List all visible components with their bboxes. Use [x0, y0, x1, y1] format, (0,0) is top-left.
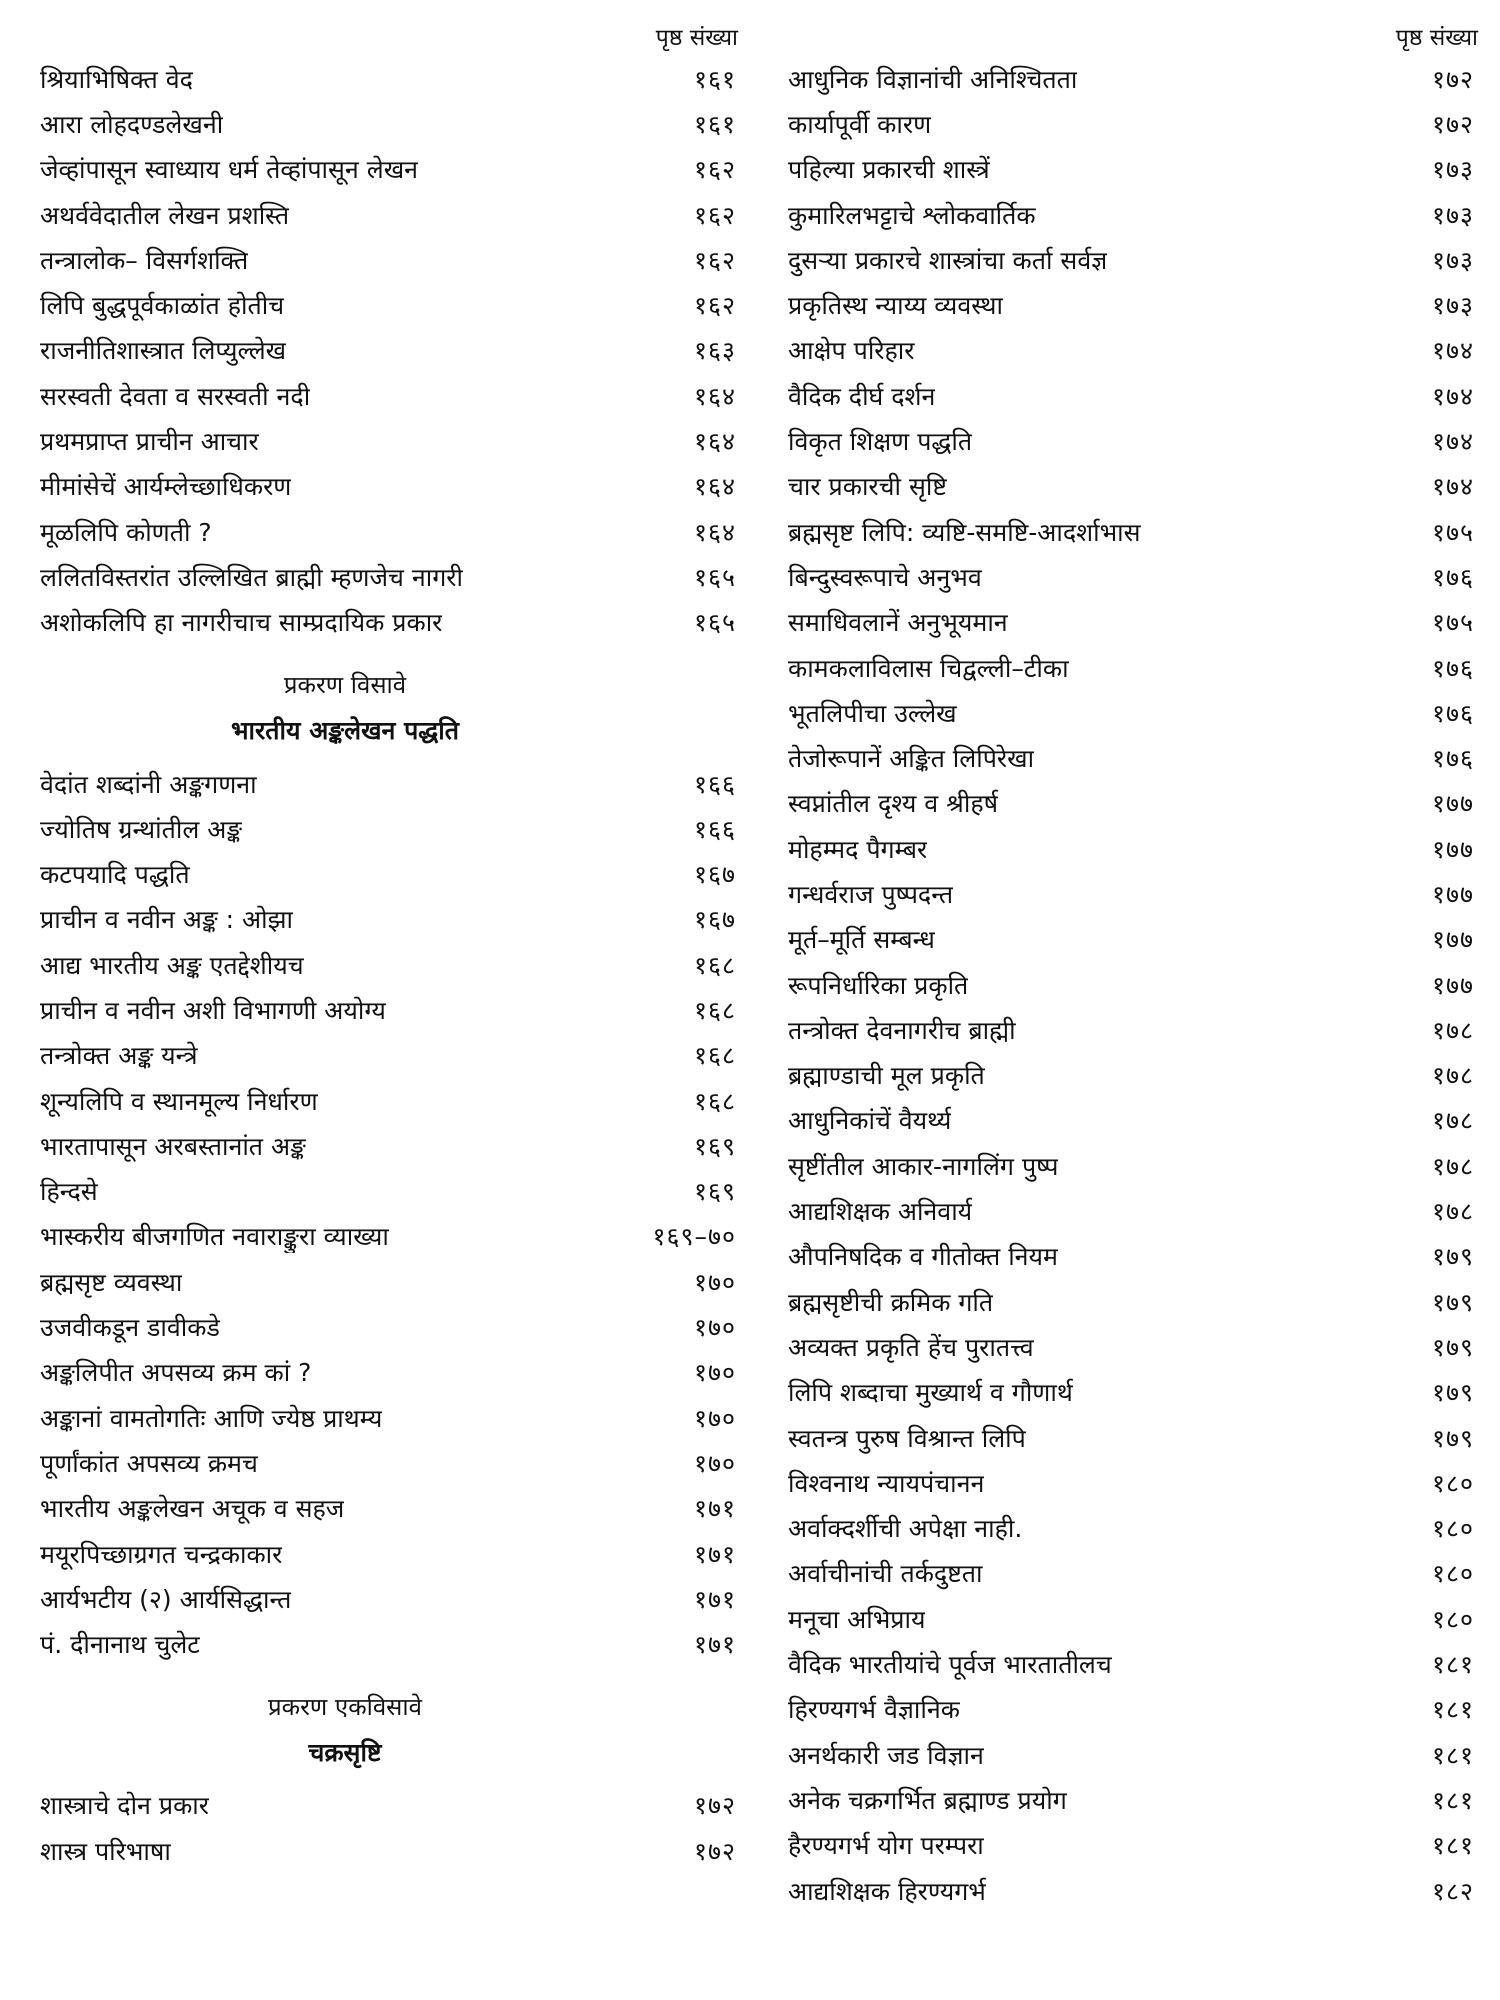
toc-entry-page: १८१	[1431, 1650, 1474, 1680]
toc-entry-page: १७५	[1431, 517, 1474, 547]
toc-entry	[788, 1234, 1478, 1279]
toc-entry-page: १७७	[1431, 789, 1474, 819]
toc-entry-page: १७६	[1431, 653, 1474, 683]
chapter-20-title: भारतीय अङ्कलेखन पद्धति	[230, 715, 459, 745]
toc-entry	[788, 826, 1478, 871]
toc-entry-page: १६८	[693, 950, 736, 980]
toc-entry-title: कटपयादि पद्धति	[40, 860, 190, 890]
toc-entry-title: शास्त्राचे दोन प्रकार	[40, 1791, 209, 1821]
toc-entry-title: ललितविस्तरांत उल्लिखित ब्राह्मी म्हणजेच नागरी	[40, 562, 463, 592]
toc-entry	[788, 1188, 1478, 1233]
toc-entry	[40, 1350, 740, 1395]
toc-entry	[788, 1823, 1478, 1868]
toc-entry	[788, 1868, 1478, 1913]
entry-list-right	[788, 56, 1478, 1913]
toc-entry	[788, 192, 1478, 237]
toc-entry	[40, 101, 740, 146]
toc-entry	[40, 1486, 740, 1531]
toc-entry-title: अव्यक्त प्रकृति हेंच पुरातत्त्व	[788, 1332, 1034, 1362]
toc-entry	[788, 1143, 1478, 1188]
toc-entry-page: १८१	[1431, 1785, 1474, 1815]
toc-entry-title: समाधिवलानें अनुभूयमान	[788, 608, 1008, 638]
toc-entry	[40, 987, 740, 1032]
toc-entry-title: अर्वाक्दर्शीची अपेक्षा नाही.	[788, 1514, 1023, 1544]
toc-entry-page: १७७	[1431, 925, 1474, 955]
toc-entry-page: १७२	[693, 1791, 736, 1821]
toc-entry-page: १६४	[693, 517, 736, 547]
toc-entry-title: अर्वाचीनांची तर्कदुष्टता	[788, 1559, 983, 1589]
toc-entry-page: १७४	[1431, 472, 1474, 502]
toc-entry	[40, 897, 740, 942]
toc-entry-page: १८१	[1431, 1695, 1474, 1725]
toc-entry	[40, 851, 740, 896]
toc-entry-title: तन्त्रोक्त अङ्क यन्त्रे	[40, 1041, 198, 1071]
toc-entry-page: १८०	[1431, 1604, 1474, 1634]
toc-entry-page: १६७	[693, 905, 736, 935]
toc-entry	[40, 192, 740, 237]
toc-entry-title: आक्षेप परिहार	[788, 336, 915, 366]
toc-entry-title: भास्करीय बीजगणित नवाराङ्कुरा व्याख्या	[40, 1222, 389, 1252]
toc-entry	[788, 1460, 1478, 1505]
toc-entry-title: आरा लोहदण्डलेखनी	[40, 109, 224, 139]
toc-entry-title: वेदांत शब्दांनी अङ्कगणना	[40, 769, 257, 799]
toc-entry-title: पं. दीनानाथ चुलेट	[40, 1630, 200, 1660]
toc-entry-page: १७४	[1431, 381, 1474, 411]
toc-entry-page: १८२	[1431, 1876, 1474, 1906]
toc-entry-page: १८०	[1431, 1468, 1474, 1498]
toc-entry-page: १७९	[1431, 1287, 1474, 1317]
toc-entry-page: १६२	[693, 291, 736, 321]
toc-entry	[40, 509, 740, 554]
toc-entry	[788, 282, 1478, 327]
toc-entry-page: १६५	[693, 608, 736, 638]
toc-entry-page: १७१	[693, 1539, 736, 1569]
toc-entry	[40, 806, 740, 851]
left-column	[40, 0, 740, 1873]
toc-entry	[788, 373, 1478, 418]
toc-entry-title: भारतापासून अरबस्तानांत अङ्क	[40, 1131, 306, 1161]
toc-entry-page: १७७	[1431, 879, 1474, 909]
toc-entry-title: अङ्कलिपीत अपसव्य क्रम कां ?	[40, 1358, 312, 1388]
toc-entry-title: प्राचीन व नवीन अशी विभागणी अयोग्य	[40, 995, 386, 1025]
toc-entry	[788, 1732, 1478, 1777]
toc-entry-page: १७६	[1431, 744, 1474, 774]
page-number-header-label: पृष्ठ संख्या	[655, 25, 738, 51]
toc-entry	[788, 1007, 1478, 1052]
toc-entry-title: आर्यभटीय (२) आर्यसिद्धान्त	[40, 1584, 292, 1614]
toc-entry-page: १७२	[1431, 64, 1474, 94]
toc-entry-title: प्रथमप्राप्त प्राचीन आचार	[40, 427, 259, 457]
toc-entry-page: १६८	[693, 995, 736, 1025]
toc-entry-title: गन्धर्वराज पुष्पदन्त	[788, 879, 954, 909]
right-column	[788, 0, 1478, 1913]
toc-entry-title: कुमारिलभट्टाचे श्लोकवार्तिक	[788, 200, 1036, 230]
toc-entry-page: १६६	[693, 814, 736, 844]
toc-entry-title: मोहम्मद पैगम्बर	[788, 834, 928, 864]
toc-entry-title: वैदिक भारतीयांचे पूर्वज भारतातीलच	[788, 1650, 1112, 1680]
toc-entry	[40, 942, 740, 987]
toc-entry-title: ब्रह्माण्डाची मूल प्रकृति	[788, 1061, 985, 1091]
toc-entry-page: १७३	[1431, 291, 1474, 321]
toc-entry	[40, 761, 740, 806]
toc-entry-title: आद्य भारतीय अङ्क एतद्देशीयच	[40, 950, 304, 980]
toc-entry-title: भूतलिपीचा उल्लेख	[788, 698, 957, 728]
toc-entry-title: सृष्टींतील आकार-नागलिंग पुष्प	[788, 1151, 1059, 1181]
toc-entry	[788, 101, 1478, 146]
toc-entry	[40, 282, 740, 327]
toc-entry-title: विश्वनाथ न्यायपंचानन	[788, 1468, 985, 1498]
toc-entry	[40, 1304, 740, 1349]
toc-entry-page: १७३	[1431, 200, 1474, 230]
toc-entry-page: १७१	[693, 1630, 736, 1660]
toc-entry	[40, 1440, 740, 1485]
toc-entry-title: ब्रह्मसृष्ट लिपि: व्यष्टि-समष्टि-आदर्शाभास	[788, 517, 1141, 547]
toc-entry-title: तन्त्रोक्त देवनागरीच ब्राह्मी	[788, 1015, 1016, 1045]
toc-entry-title: तेजोरूपानें अङ्कित लिपिरेखा	[788, 744, 1035, 774]
toc-entry-title: मयूरपिच्छाग्रगत चन्द्रकाकार	[40, 1539, 283, 1569]
toc-entry	[40, 1078, 740, 1123]
toc-entry-page: १७९	[1431, 1332, 1474, 1362]
toc-entry-page: १६१	[693, 64, 736, 94]
toc-entry-page: १७४	[1431, 336, 1474, 366]
toc-entry	[788, 600, 1478, 645]
entry-list-c	[40, 1783, 740, 1874]
toc-entry-title: आद्यशिक्षक अनिवार्य	[788, 1197, 973, 1227]
toc-entry	[40, 418, 740, 463]
toc-entry-title: प्रकृतिस्थ न्याय्य व्यवस्था	[788, 291, 1003, 321]
chapter-20-label: प्रकरण विसावे	[283, 670, 407, 699]
toc-entry-title: आद्यशिक्षक हिरण्यगर्भ	[788, 1876, 986, 1906]
toc-entry	[788, 328, 1478, 373]
toc-entry	[40, 1214, 740, 1259]
toc-entry	[788, 1053, 1478, 1098]
toc-entry-page: १६८	[693, 1086, 736, 1116]
toc-entry-page: १६४	[693, 427, 736, 457]
toc-entry-title: दुसऱ्या प्रकारचे शास्त्रांचा कर्ता सर्वज्ञ	[788, 245, 1108, 275]
toc-entry	[40, 373, 740, 418]
toc-entry-page: १७९	[1431, 1378, 1474, 1408]
toc-entry-page: १७२	[693, 1836, 736, 1866]
toc-entry-title: आधुनिकांचें वैयर्थ्य	[788, 1106, 952, 1136]
toc-entry-title: कार्यापूर्वी कारण	[788, 109, 932, 139]
toc-entry	[40, 600, 740, 645]
toc-entry-page: १६२	[693, 245, 736, 275]
entry-list-a	[40, 56, 740, 645]
toc-entry-title: मूर्त–मूर्ति सम्बन्ध	[788, 925, 935, 955]
toc-entry	[788, 1687, 1478, 1732]
toc-entry-page: १६९	[693, 1177, 736, 1207]
toc-entry	[788, 1596, 1478, 1641]
toc-entry	[788, 1415, 1478, 1460]
toc-entry-page: १७६	[1431, 562, 1474, 592]
toc-entry-page: १७४	[1431, 427, 1474, 457]
toc-entry-title: भारतीय अङ्कलेखन अचूक व सहज	[40, 1494, 345, 1524]
toc-entry	[788, 1279, 1478, 1324]
toc-entry-page: १७६	[1431, 698, 1474, 728]
toc-entry	[40, 1395, 740, 1440]
toc-entry	[788, 56, 1478, 101]
toc-entry-title: तन्त्रालोक– विसर्गशक्ति	[40, 245, 249, 275]
toc-entry	[40, 464, 740, 509]
toc-entry	[40, 1033, 740, 1078]
page-number-header	[40, 0, 740, 56]
toc-entry-page: १८०	[1431, 1514, 1474, 1544]
toc-entry	[788, 1551, 1478, 1596]
toc-entry-page: १६४	[693, 472, 736, 502]
toc-entry	[788, 1370, 1478, 1415]
toc-entry-page: १७२	[1431, 109, 1474, 139]
toc-entry	[40, 56, 740, 101]
toc-entry	[40, 1828, 740, 1873]
toc-entry	[788, 735, 1478, 780]
toc-entry	[788, 1641, 1478, 1686]
toc-entry-title: अथर्ववेदातील लेखन प्रशस्ति	[40, 200, 290, 230]
toc-entry-page: १७०	[693, 1267, 736, 1297]
toc-entry-title: हिन्दसे	[40, 1177, 98, 1207]
toc-entry-page: १७०	[693, 1313, 736, 1343]
toc-entry-title: चार प्रकारची सृष्टि	[788, 472, 947, 502]
page-number-header-label: पृष्ठ संख्या	[1395, 25, 1478, 51]
toc-entry-title: ब्रह्मसृष्ट व्यवस्था	[40, 1267, 183, 1297]
toc-entry	[788, 1098, 1478, 1143]
toc-entry-page: १७९	[1431, 1242, 1474, 1272]
toc-entry-title: सरस्वती देवता व सरस्वती नदी	[40, 381, 311, 411]
toc-entry-title: श्रियाभिषिक्त वेद	[40, 64, 193, 94]
toc-entry-page: १७०	[693, 1448, 736, 1478]
toc-entry-page: १६३	[693, 336, 736, 366]
toc-entry	[40, 1123, 740, 1168]
toc-entry-page: १७७	[1431, 970, 1474, 1000]
toc-entry-title: शून्यलिपि व स्थानमूल्य निर्धारण	[40, 1086, 318, 1116]
toc-entry	[40, 1576, 740, 1621]
toc-entry-page: १७९	[1431, 1423, 1474, 1453]
toc-entry-title: अनेक चक्रगर्भित ब्रह्माण्ड प्रयोग	[788, 1785, 1067, 1815]
toc-entry-page: १८१	[1431, 1831, 1474, 1861]
toc-entry-title: स्वप्नांतील दृश्य व श्रीहर्ष	[788, 789, 999, 819]
toc-entry-title: हैरण्यगर्भ योग परम्परा	[788, 1831, 984, 1861]
toc-entry	[788, 645, 1478, 690]
toc-entry-title: उजवीकडून डावीकडे	[40, 1313, 220, 1343]
toc-entry-page: १७१	[693, 1494, 736, 1524]
toc-entry-page: १६९–७०	[652, 1222, 736, 1252]
toc-entry	[788, 871, 1478, 916]
toc-entry-title: लिपि शब्दाचा मुख्यार्थ व गौणार्थ	[788, 1378, 1073, 1408]
toc-entry-page: १७३	[1431, 245, 1474, 275]
toc-entry-page: १७५	[1431, 608, 1474, 638]
chapter-21-label: प्रकरण एकविसावे	[268, 1692, 422, 1721]
toc-entry-title: स्वतन्त्र पुरुष विश्रान्त लिपि	[788, 1423, 1026, 1453]
toc-entry	[788, 464, 1478, 509]
toc-entry-title: आधुनिक विज्ञानांची अनिश्चितता	[788, 64, 1078, 94]
toc-entry	[788, 237, 1478, 282]
toc-entry-page: १६१	[693, 109, 736, 139]
toc-entry-page: १७०	[693, 1358, 736, 1388]
toc-entry-title: बिन्दुस्वरूपाचे अनुभव	[788, 562, 982, 592]
toc-entry	[40, 554, 740, 599]
toc-entry	[788, 1324, 1478, 1369]
toc-entry-page: १६७	[693, 860, 736, 890]
toc-entry-page: १६४	[693, 381, 736, 411]
toc-entry-title: कामकलाविलास चिद्वल्ली–टीका	[788, 653, 1069, 683]
toc-entry	[40, 147, 740, 192]
entry-list-b	[40, 761, 740, 1667]
toc-entry-title: पहिल्या प्रकारची शास्त्रें	[788, 155, 990, 185]
toc-entry-title: प्राचीन व नवीन अङ्क : ओझा	[40, 905, 293, 935]
toc-entry	[40, 237, 740, 282]
toc-entry-title: शास्त्र परिभाषा	[40, 1836, 171, 1866]
toc-entry-page: १७८	[1431, 1061, 1474, 1091]
toc-entry-title: औपनिषदिक व गीतोक्त नियम	[788, 1242, 1058, 1272]
toc-entry	[40, 1531, 740, 1576]
toc-entry-page: १७८	[1431, 1015, 1474, 1045]
toc-entry-title: पूर्णांकांत अपसव्य क्रमच	[40, 1448, 258, 1478]
toc-entry-title: मीमांसेचें आर्यम्लेच्छाधिकरण	[40, 472, 292, 502]
toc-entry-page: १६२	[693, 155, 736, 185]
toc-entry	[788, 418, 1478, 463]
toc-entry	[788, 781, 1478, 826]
toc-entry	[788, 962, 1478, 1007]
toc-entry	[788, 147, 1478, 192]
toc-entry	[788, 917, 1478, 962]
toc-entry-page: १७०	[693, 1403, 736, 1433]
toc-entry	[788, 554, 1478, 599]
toc-entry-page: १७८	[1431, 1106, 1474, 1136]
toc-entry	[788, 690, 1478, 735]
toc-entry-page: १७८	[1431, 1197, 1474, 1227]
toc-entry	[788, 1506, 1478, 1551]
toc-entry-page: १८१	[1431, 1740, 1474, 1770]
toc-entry-title: रूपनिर्धारिका प्रकृति	[788, 970, 969, 1000]
toc-entry-page: १६२	[693, 200, 736, 230]
toc-entry-title: जेव्हांपासून स्वाध्याय धर्म तेव्हांपासून लेखन	[40, 155, 419, 185]
toc-entry-title: अङ्कानां वामतोगतिः आणि ज्येष्ठ प्राथम्य	[40, 1403, 383, 1433]
toc-entry-title: विकृत शिक्षण पद्धति	[788, 427, 973, 457]
toc-entry-title: अनर्थकारी जड विज्ञान	[788, 1740, 984, 1770]
toc-entry-title: ज्योतिष ग्रन्थांतील अङ्क	[40, 814, 243, 844]
toc-entry	[40, 1622, 740, 1667]
page-number-header	[788, 0, 1478, 56]
toc-entry-page: १६५	[693, 562, 736, 592]
toc-entry-title: अशोकलिपि हा नागरीचाच साम्प्रदायिक प्रकार	[40, 608, 443, 638]
toc-entry-title: हिरण्यगर्भ वैज्ञानिक	[788, 1695, 960, 1725]
toc-entry-page: १७३	[1431, 155, 1474, 185]
toc-entry	[40, 1169, 740, 1214]
toc-entry	[40, 1259, 740, 1304]
toc-entry	[40, 328, 740, 373]
toc-entry-page: १८०	[1431, 1559, 1474, 1589]
toc-entry	[788, 1777, 1478, 1822]
toc-entry-title: राजनीतिशास्त्रात लिप्युल्लेख	[40, 336, 287, 366]
toc-entry-title: लिपि बुद्धपूर्वकाळांत होतीच	[40, 291, 285, 321]
toc-entry-page: १६९	[693, 1131, 736, 1161]
toc-entry	[788, 509, 1478, 554]
toc-entry-title: वैदिक दीर्घ दर्शन	[788, 381, 936, 411]
toc-entry-page: १७७	[1431, 834, 1474, 864]
toc-entry-page: १७१	[693, 1584, 736, 1614]
toc-entry	[40, 1783, 740, 1828]
toc-entry-title: मूळलिपि कोणती ?	[40, 517, 212, 547]
toc-entry-page: १६६	[693, 769, 736, 799]
toc-entry-title: मनूचा अभिप्राय	[788, 1604, 926, 1634]
chapter-21-title: चक्रसृष्टि	[308, 1737, 382, 1767]
toc-entry-title: ब्रह्मसृष्टीची क्रमिक गति	[788, 1287, 994, 1317]
toc-entry-page: १६८	[693, 1041, 736, 1071]
toc-entry-page: १७८	[1431, 1151, 1474, 1181]
